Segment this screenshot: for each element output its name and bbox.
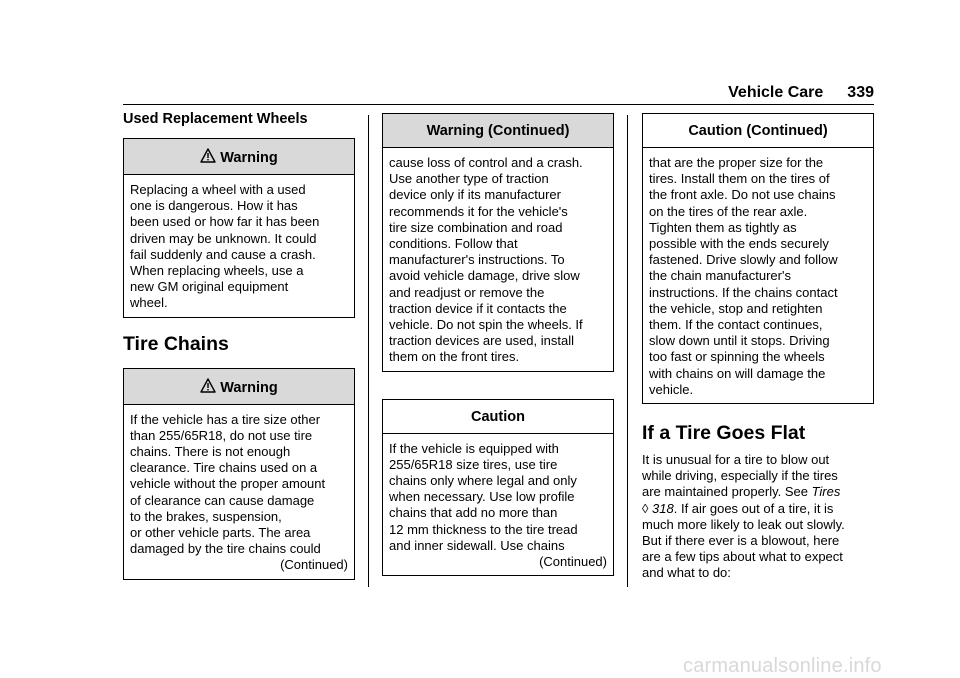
text-line: the vehicle, stop and retighten [649,300,823,316]
text-line: chains that add no more than [389,505,558,521]
warning-body [124,175,354,317]
text-line: chains only where legal and only [389,473,577,489]
text-line: traction device if it contacts the [389,300,567,316]
text-line: instructions. If the chains contact [649,284,838,300]
tire-chains-heading: Tire Chains [123,332,229,355]
text-line: avoid vehicle damage, drive slow [389,268,580,284]
caution-body [383,434,613,576]
text-line: or other vehicle parts. The area [130,525,311,541]
text-line: When replacing wheels, use a [130,263,304,279]
text-line: when necessary. Use low profile [389,489,575,505]
page-header [728,84,874,102]
warning-icon [200,148,216,163]
caution-box [382,399,614,577]
warning-box [123,368,355,580]
text-line: that are the proper size for the [649,155,824,170]
text-line: traction devices are used, install [389,333,574,349]
text-line: possible with the ends securely [649,236,829,252]
column-1 [123,110,355,580]
text-line: driven may be unknown. It could [130,230,317,246]
flat-tire-paragraph [642,452,874,582]
text-line: are a few tips about what to expect [642,549,843,565]
text-segment: . If air goes out of a tire, it is [673,500,834,516]
text-line [642,501,874,517]
text-line: tire size combination and road [389,219,563,235]
warning-box [123,138,355,318]
text-line: Replacing a wheel with a used [130,182,306,197]
text-line: on the tires of the rear axle. [649,203,808,219]
continued-label: (Continued) [539,554,607,570]
page-number: 339 [847,84,874,101]
warning-heading [124,369,354,405]
text-line: too fast or spinning the wheels [649,349,825,365]
text-line: 255/65R18 size tires, use tire [389,456,558,472]
text-line: the chain manufacturer's [649,268,791,284]
continued-label: (Continued) [280,557,348,573]
text-line: and inner sidewall. Use chains [389,537,565,553]
caution-continued-box [642,113,874,404]
text-line: new GM original equipment [130,279,289,295]
text-line: of clearance can cause damage [130,492,315,508]
warning-continued-heading: Warning (Continued) [383,114,613,148]
text-line: Tighten them as tightly as [649,219,797,235]
warning-continued-box [382,113,614,372]
text-line: with chains on will damage the [649,365,826,381]
text-line: device only if its manufacturer [389,187,561,203]
column-divider [368,115,369,587]
text-line: wheel. [130,295,168,311]
text-line: cause loss of control and a crash. [389,155,583,170]
text-line: It is unusual for a tire to blow out [642,452,830,468]
text-line: one is dangerous. How it has [130,198,298,214]
text-line: tires. Install them on the tires of [649,171,830,187]
flat-tire-heading: If a Tire Goes Flat [642,422,806,445]
text-line: them on the front tires. [389,349,520,365]
page-ref-arrow-icon: ◊ [642,500,649,516]
text-line: conditions. Follow that [389,236,518,252]
column-2 [382,113,614,576]
text-line: to the brakes, suspension, [130,508,282,524]
section-title: Used Replacement Wheels [123,111,308,127]
header-rule [123,104,874,105]
caution-continued-heading: Caution (Continued) [643,114,873,148]
text-line: If the vehicle has a tire size other [130,411,321,427]
warning-continued-body [383,148,613,371]
text-line: vehicle without the proper amount [130,476,326,492]
text-line: 12 mm thickness to the tire tread [389,521,578,537]
text-line: been used or how far it has been [130,214,320,230]
text-line: vehicle. Do not spin the wheels. If [389,317,583,333]
text-line: recommends it for the vehicle's [389,203,568,219]
text-line [642,484,874,500]
text-line: But if there ever is a blowout, here [642,533,840,549]
caution-continued-body [643,148,873,403]
text-line: and readjust or remove the [389,284,545,300]
text-line: the front axle. Do not use chains [649,187,836,203]
text-line: Use another type of traction [389,171,549,187]
warning-heading-text: Warning [220,150,278,166]
column-3 [642,113,874,582]
text-line: vehicle. [649,381,694,397]
text-line: fastened. Drive slowly and follow [649,252,838,268]
text-line: much more likely to leak out slowly. [642,516,845,532]
page-ref-link[interactable]: 318 [648,500,674,516]
warning-body [124,405,354,579]
text-line: than 255/65R18, do not use tire [130,427,313,443]
text-line: them. If the contact continues, [649,317,823,333]
tires-link[interactable]: Tires [811,484,841,500]
watermark: carmanualsonline.info [683,655,882,677]
warning-icon [200,378,216,393]
text-line: chains. There is not enough [130,444,291,460]
text-line: fail suddenly and cause a crash. [130,246,316,262]
warning-heading-text: Warning [220,379,278,396]
column-divider [627,115,628,587]
header-title: Vehicle Care [728,84,824,101]
text-line: while driving, especially if the tires [642,468,838,484]
text-line: damaged by the tire chains could [130,541,321,557]
text-line: slow down until it stops. Driving [649,333,830,349]
warning-heading [124,139,354,175]
caution-heading: Caution [383,400,613,434]
text-line: clearance. Tire chains used on a [130,460,318,476]
text-line: manufacturer's instructions. To [389,252,565,268]
text-line: and what to do: [642,565,731,581]
text-line: If the vehicle is equipped with [389,440,559,456]
text-segment: are maintained properly. See [642,484,812,500]
